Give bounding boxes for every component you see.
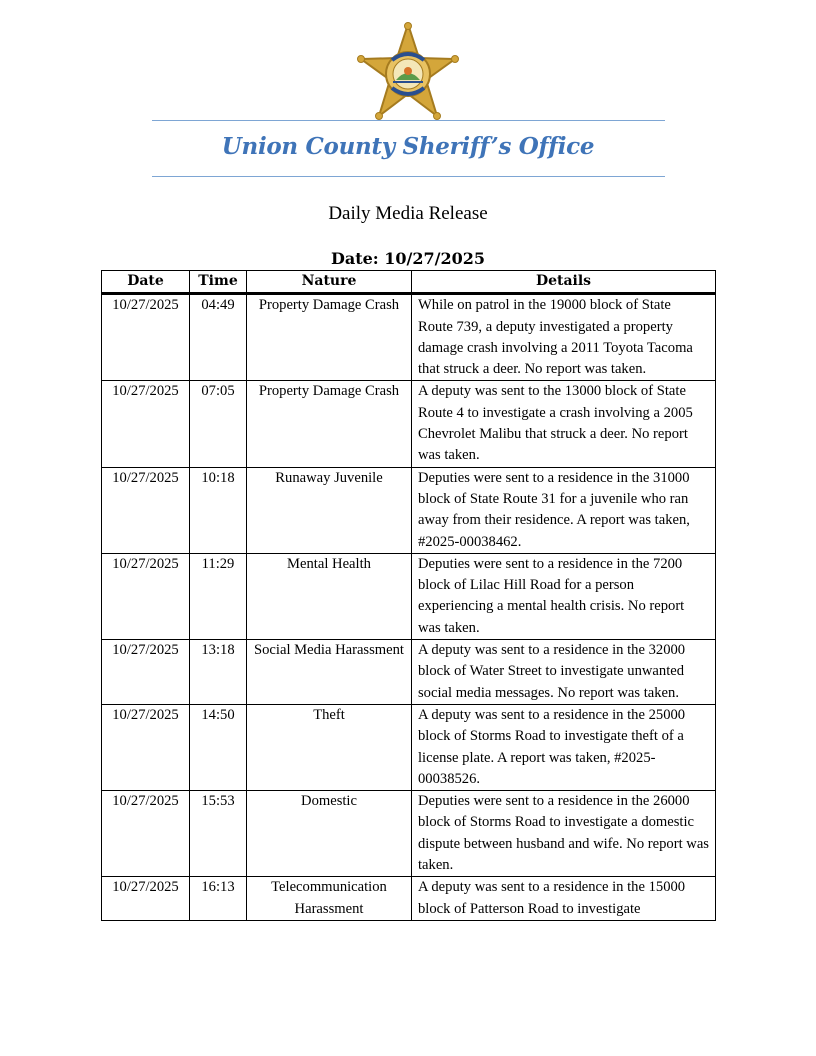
incident-date: 10/27/2025 [102, 381, 190, 467]
table-row [102, 467, 716, 553]
incident-details: While on patrol in the 19000 block of State Route 739, a deputy investigated a property damage crash involving a 2011 Toyota Tacoma that struck a deer. No report was taken. [412, 294, 716, 381]
table-row [102, 381, 716, 467]
incident-nature: Property Damage Crash [247, 381, 412, 467]
column-header-nature: Nature [247, 271, 412, 294]
incident-nature: Property Damage Crash [247, 294, 412, 381]
incident-time: 14:50 [190, 704, 247, 790]
incident-date: 10/27/2025 [102, 467, 190, 553]
incident-details: Deputies were sent to a residence in the 7200 block of Lilac Hill Road for a person experiencing a mental health crisis. No report was taken. [412, 553, 716, 639]
incident-details: Deputies were sent to a residence in the 26000 block of Storms Road to investigate a domestic dispute between husband and wife. No report was taken. [412, 791, 716, 877]
table-row [102, 791, 716, 877]
column-header-date: Date [102, 271, 190, 294]
incident-details: A deputy was sent to the 13000 block of State Route 4 to investigate a crash involving a 2005 Chevrolet Malibu that struck a deer. No report was taken. [412, 381, 716, 467]
incident-details: Deputies were sent to a residence in the 31000 block of State Route 31 for a juvenile who ran away from their residence. A report was taken, #2025-00038462. [412, 467, 716, 553]
incident-time: 04:49 [190, 294, 247, 381]
incident-time: 11:29 [190, 553, 247, 639]
incident-log-table [101, 270, 716, 921]
table-row [102, 640, 716, 705]
incident-nature: Theft [247, 704, 412, 790]
header-top-rule [152, 120, 665, 121]
incident-nature: Domestic [247, 791, 412, 877]
release-date: Date: 10/27/2025 [330, 249, 486, 268]
office-title: Union County Sheriff’s Office [221, 133, 595, 160]
column-header-details: Details [412, 271, 716, 294]
header-bottom-rule [152, 176, 665, 177]
incident-time: 10:18 [190, 467, 247, 553]
table-header-row [102, 271, 716, 294]
table-row [102, 294, 716, 381]
incident-time: 15:53 [190, 791, 247, 877]
incident-nature: Runaway Juvenile [247, 467, 412, 553]
incident-date: 10/27/2025 [102, 791, 190, 877]
incident-nature: Mental Health [247, 553, 412, 639]
table-row [102, 877, 716, 921]
incident-nature: Telecommunication Harassment [247, 877, 412, 921]
table-row [102, 704, 716, 790]
incident-date: 10/27/2025 [102, 877, 190, 921]
incident-nature: Social Media Harassment [247, 640, 412, 705]
table-row [102, 553, 716, 639]
incident-date: 10/27/2025 [102, 640, 190, 705]
incident-date: 10/27/2025 [102, 704, 190, 790]
incident-time: 07:05 [190, 381, 247, 467]
incident-date: 10/27/2025 [102, 294, 190, 381]
sheriff-star-badge-icon [356, 22, 460, 122]
incident-details: A deputy was sent to a residence in the 32000 block of Water Street to investigate unwanted social media messages. No report was taken. [412, 640, 716, 705]
incident-time: 13:18 [190, 640, 247, 705]
incident-time: 16:13 [190, 877, 247, 921]
incident-details: A deputy was sent to a residence in the 25000 block of Storms Road to investigate theft of a license plate. A report was taken, #2025-00038526. [412, 704, 716, 790]
incident-date: 10/27/2025 [102, 553, 190, 639]
incident-details: A deputy was sent to a residence in the 15000 block of Patterson Road to investigate [412, 877, 716, 921]
release-title: Daily Media Release [328, 203, 488, 224]
column-header-time: Time [190, 271, 247, 294]
